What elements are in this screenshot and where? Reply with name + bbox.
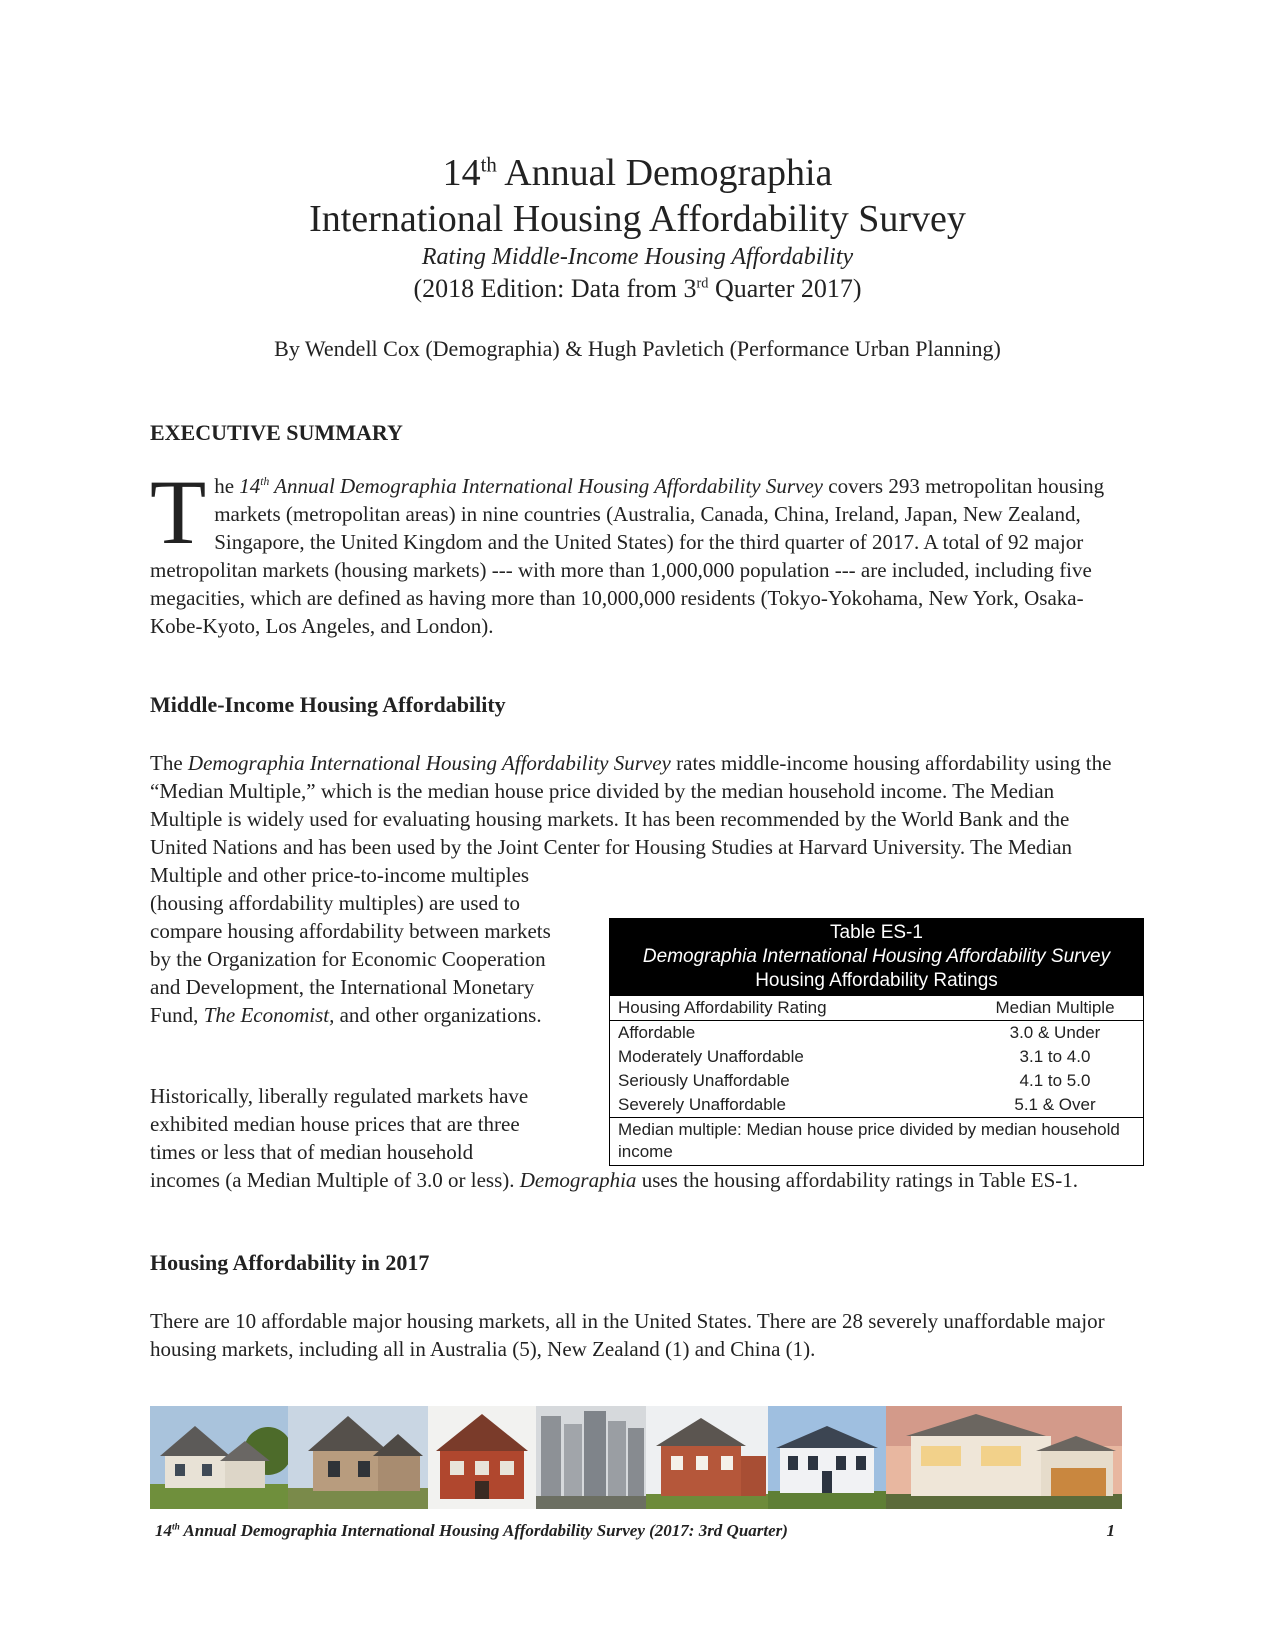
drop-cap: T (150, 461, 207, 563)
house-photo (536, 1406, 646, 1509)
column-header-multiple: Median Multiple (995, 998, 1115, 1017)
table-es-1 (609, 918, 1144, 1166)
table-header (610, 919, 1143, 996)
house-photo (886, 1406, 1122, 1509)
authors: By Wendell Cox (Demographia) & Hugh Pavletich (Performance Urban Planning) (274, 336, 1001, 361)
house-photo (646, 1406, 768, 1509)
title-block (0, 150, 1275, 306)
table-row: Severely Unaffordable 5.1 & Over (618, 1095, 1096, 1114)
middle-income-paragraph-4: incomes (a Median Multiple of 3.0 or less). Demographia uses the housing affordability ratings in Table ES-1. (150, 1168, 1079, 1192)
page-number: 1 (1106, 1521, 1115, 1540)
middle-income-heading: Middle-Income Housing Affordability (150, 692, 506, 717)
footer-title: 14th Annual Demographia International Housing Affordability Survey (2017: 3rd Quarter) (155, 1521, 788, 1540)
affordability-2017-heading: Housing Affordability in 2017 (150, 1250, 430, 1275)
table-title: Demographia International Housing Affordability Survey (642, 946, 1111, 967)
page-footer (155, 1521, 1115, 1541)
executive-summary-heading: EXECUTIVE SUMMARY (150, 420, 403, 445)
executive-summary-paragraph: The 14th Annual Demographia International Housing Affordability Survey covers 293 metropolitan housing markets (metropolitan areas) in nine countries (Australia, Canada, China, Ireland, Japan, New Zealand, Singapore, the United Kingdom and the United States) for the third quarter of 2017. A total of 92 major metropolitan markets (housing markets) --- with more than 1,000,000 population --- are included, including five megacities, which are defined as having more than 10,000,000 residents (Tokyo-Yokohama, New York, Osaka-Kobe-Kyoto, Los Angeles, and London). (150, 461, 1105, 638)
table-number: Table ES-1 (830, 922, 923, 943)
column-header-rating: Housing Affordability Rating (618, 998, 827, 1017)
middle-income-paragraph-1: The Demographia International Housing Affordability Survey rates middle-income housing affordability using the “Median Multiple,” which is the median house price divided by the median household income. The Median Multiple is widely used for evaluating housing markets. It has been recommended by the World Bank and the United Nations and has been used by the Joint Center for Housing Studies at Harvard University. The Median Multiple and other price-to-income multiples (150, 751, 1112, 887)
table-row: Seriously Unaffordable 4.1 to 5.0 (618, 1071, 1091, 1090)
title-line-2: International Housing Affordability Survey (309, 198, 966, 240)
subtitle: Rating Middle-Income Housing Affordability (421, 244, 854, 270)
table-column-headers (610, 996, 1143, 1021)
table-row: Moderately Unaffordable 3.1 to 4.0 (618, 1047, 1091, 1066)
house-photo (428, 1406, 536, 1509)
house-photo (150, 1406, 288, 1509)
middle-income-paragraph-2: (housing affordability multiples) are used to compare housing affordability between markets by the Organization for Economic Cooperation and Development, the International Monetary Fund, The Economist, and other organizations. (150, 891, 551, 1027)
table-note: Median multiple: Median house price divided by median household income (610, 1117, 1143, 1165)
house-photo-strip (150, 1406, 1122, 1509)
edition-line: (2018 Edition: Data from 3rd Quarter 2017) (413, 274, 862, 303)
table-subtitle: Housing Affordability Ratings (755, 970, 998, 991)
house-photo (288, 1406, 428, 1509)
house-photo (768, 1406, 886, 1509)
middle-income-paragraph-3: Historically, liberally regulated markets have exhibited median house prices that are three times or less that of median household (150, 1084, 529, 1164)
table-row: Affordable 3.0 & Under (618, 1023, 1101, 1042)
affordability-2017-paragraph: There are 10 affordable major housing markets, all in the United States. There are 28 severely unaffordable major housing markets, including all in Australia (5), New Zealand (1) and China (1). (150, 1309, 1105, 1361)
title-line-1: 14th Annual Demographia (442, 152, 833, 194)
